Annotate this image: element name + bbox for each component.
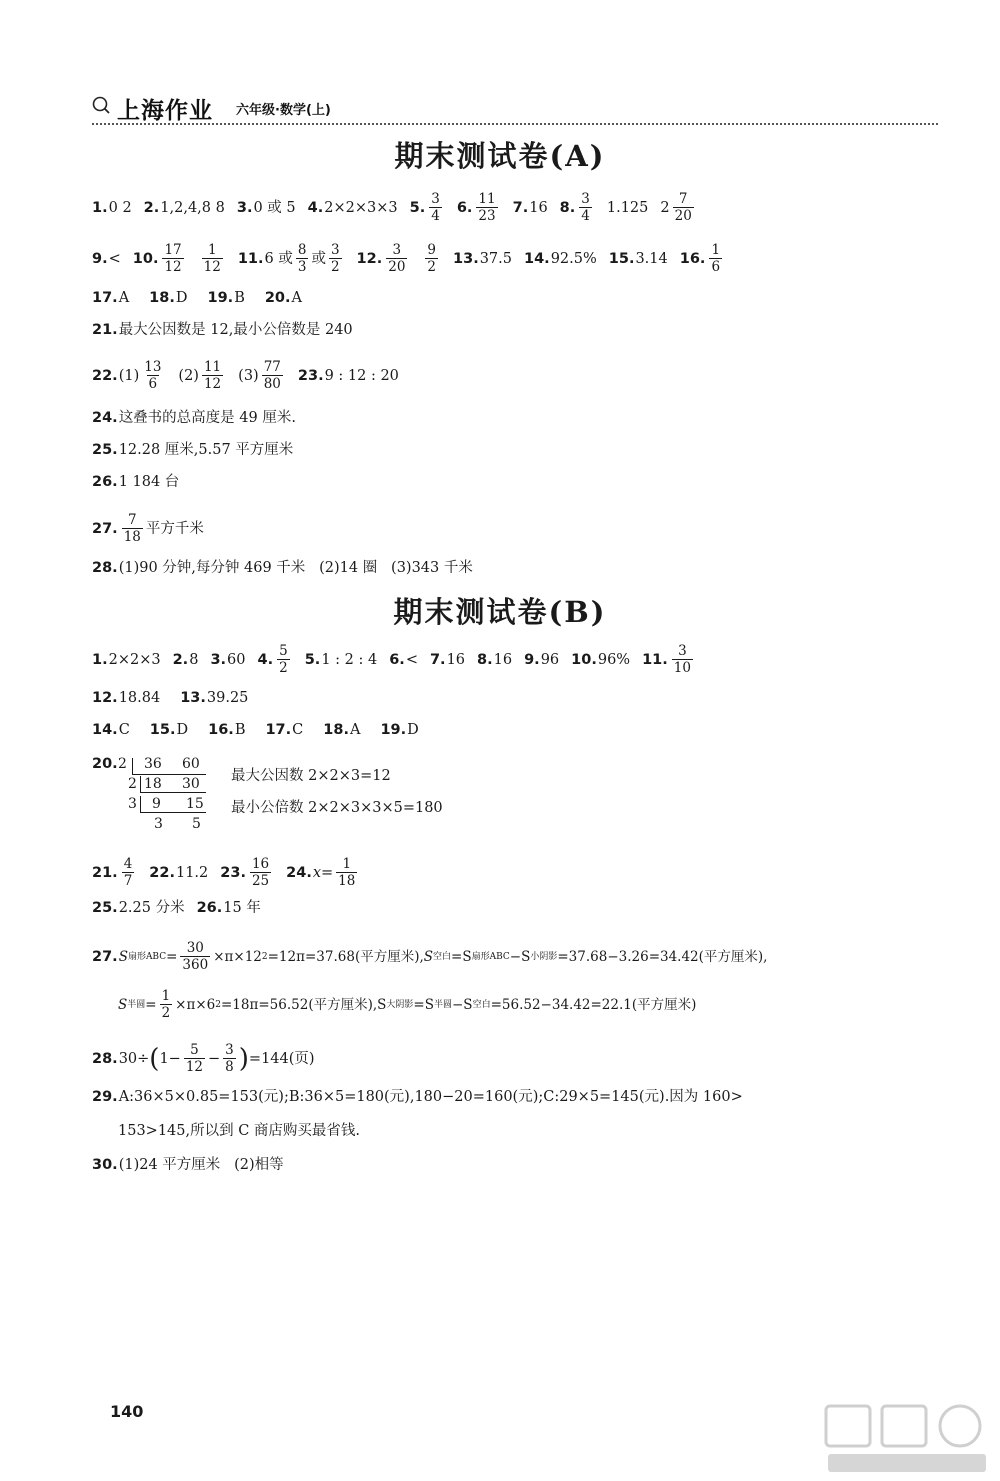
fraction: $\frac{3}{4}$ xyxy=(431,191,440,225)
q-num: 2. xyxy=(143,199,160,216)
q-num: 20. xyxy=(264,290,291,306)
answer: 0 2 xyxy=(108,199,132,216)
answer-line-a-24 xyxy=(92,408,296,428)
q-num: 13. xyxy=(453,250,479,267)
q-num: 17. xyxy=(92,290,118,306)
q-num: 14. xyxy=(524,250,550,267)
q-num: 14. xyxy=(92,722,118,738)
q-num: 20. xyxy=(92,756,118,772)
answer: 2×2×3 xyxy=(108,651,161,668)
answer: 11.2 xyxy=(175,864,209,881)
book-logo-icon xyxy=(92,96,110,114)
answer-line-b-30 xyxy=(92,1155,284,1175)
q-num: 23. xyxy=(297,367,324,384)
q-num: 26. xyxy=(92,474,118,490)
q-num: 24. xyxy=(92,410,118,426)
q-num: 16. xyxy=(679,250,706,267)
fraction: $\frac{1}{2}$ xyxy=(161,988,171,1022)
answer: 0 或 5 xyxy=(253,199,296,216)
answer: B xyxy=(234,722,246,738)
fraction: $\frac{1}{12}$ xyxy=(203,242,221,276)
fraction: $\frac{3}{4}$ xyxy=(581,191,590,225)
q-num: 25. xyxy=(92,442,118,458)
answer: 92.5% xyxy=(550,250,597,267)
q-num: 12. xyxy=(356,250,383,267)
q-num: 19. xyxy=(380,722,407,738)
q-num: 1. xyxy=(92,651,108,668)
fraction: $\frac{1}{6}$ xyxy=(711,242,721,276)
answer: 3.14 xyxy=(635,250,668,267)
q-num: 9. xyxy=(524,651,540,668)
q-num: 5. xyxy=(304,651,321,668)
answer: C xyxy=(118,722,130,738)
q-num: 17. xyxy=(265,722,292,738)
q-num: 15. xyxy=(608,250,635,267)
answer: 1 184 台 xyxy=(118,474,180,490)
fraction: $\frac{3}{2}$ xyxy=(330,242,340,276)
q-num: 13. xyxy=(180,690,206,706)
fraction: $\frac{11}{23}$ xyxy=(478,191,496,225)
q-num: 26. xyxy=(196,900,223,916)
q-num: 21. xyxy=(92,322,118,338)
q-num: 25. xyxy=(92,900,118,916)
answer: 96% xyxy=(597,651,631,668)
fraction: $\frac{7}{18}$ xyxy=(123,512,141,546)
q-num: 23. xyxy=(220,864,246,881)
q-num: 5. xyxy=(409,199,426,216)
answer: 16 xyxy=(493,651,513,668)
answer: 9 : 12 : 20 xyxy=(324,367,399,384)
grade-subject-label: 六年级·数学(上) xyxy=(236,103,331,118)
q-num: 3. xyxy=(236,199,253,216)
q-num: 10. xyxy=(132,250,159,267)
q-num: 27. xyxy=(92,520,118,537)
q-num: 9. xyxy=(92,250,108,267)
q-num: 11. xyxy=(237,250,264,267)
q-num: 22. xyxy=(149,864,175,881)
q-num: 12. xyxy=(92,690,118,706)
answer: 16 xyxy=(529,199,548,216)
fraction: $\frac{16}{25}$ xyxy=(251,856,270,890)
answer-line-b-27a: 27. S 扇形ABC = $\frac{30}{360}$ ×π×12 2 =12π=37.68(平方厘米), S 空白 =S 扇形ABC −S 小阴影 =37.68−3.26=34.42(平方厘米), xyxy=(92,940,768,974)
answer-line-a-26 xyxy=(92,472,179,492)
q-num: 4. xyxy=(307,199,324,216)
answer-line-b-29b xyxy=(118,1121,360,1141)
answer-line-a-27 xyxy=(92,513,204,544)
q-num: 19. xyxy=(207,290,234,306)
answer: C xyxy=(292,722,304,738)
q-num: 24. xyxy=(286,864,312,881)
answer: 39.25 xyxy=(206,690,249,706)
fraction: $\frac{13}{6}$ xyxy=(144,359,162,393)
q-num: 10. xyxy=(571,651,597,668)
answer-line-a-22: 22. (1) $\frac{13}{6}$ (2) $\frac{11}{12}$ (3) $\frac{77}{80}$ 23. 9 : 12 : 20 xyxy=(92,359,399,393)
answer: 这叠书的总高度是 49 厘米. xyxy=(118,410,296,426)
fraction: $\frac{8}{3}$ xyxy=(297,242,307,276)
answer: A xyxy=(291,290,303,306)
section-title-a: 期末测试卷(A) xyxy=(394,139,606,173)
answer: (1)24 平方厘米 (2)相等 xyxy=(118,1157,284,1173)
q-num: 16. xyxy=(208,722,234,738)
answer: 96 xyxy=(540,651,560,668)
q-num: 2. xyxy=(172,651,189,668)
q-num: 4. xyxy=(257,651,274,668)
answer-line-b-2 xyxy=(92,688,248,708)
answer: 153>145,所以到 C 商店购买最省钱. xyxy=(118,1123,361,1139)
answer: 或 xyxy=(311,250,326,267)
answer-line-b-27b: S 半圆 = $\frac{1}{2}$ ×π×6 2 =18π=56.52(平方厘米),S 大阴影 =S 半圆 −S 空白 =56.52−34.42=22.1(平方厘米) xyxy=(118,988,697,1022)
answer: 18.84 xyxy=(118,690,161,706)
answer: 15 年 xyxy=(223,900,261,916)
short-division-diagram: 20. 2 36 60 2 18 30 3 9 15 3 5 xyxy=(92,756,232,836)
answer-line-a-21 xyxy=(92,320,353,340)
q-num: 28. xyxy=(92,560,118,576)
fraction: $\frac{3}{20}$ xyxy=(388,242,406,276)
answer: D xyxy=(175,290,188,306)
answer: D xyxy=(407,722,419,738)
fraction: $\frac{3}{10}$ xyxy=(673,643,691,677)
fraction: $\frac{17}{12}$ xyxy=(164,242,182,276)
fraction: $\frac{5}{2}$ xyxy=(279,643,288,677)
q-num: 30. xyxy=(92,1157,118,1173)
answer-line-a-1 xyxy=(92,192,697,223)
q-num: 7. xyxy=(429,651,446,668)
q-num: 27. xyxy=(92,948,118,965)
answer-line-b-21 xyxy=(92,857,360,888)
answer: 平方千米 xyxy=(145,520,204,537)
fraction: $\frac{4}{7}$ xyxy=(123,856,133,890)
answer: 37.5 xyxy=(479,250,512,267)
answer: < xyxy=(108,250,121,267)
q-num: 7. xyxy=(512,199,529,216)
answer-line-a-3 xyxy=(92,288,302,308)
answer: 1 : 2 : 4 xyxy=(321,651,378,668)
fraction: $\frac{7}{20}$ xyxy=(674,191,692,225)
watermark-logo-icon xyxy=(820,1400,995,1478)
answer-line-b-29a xyxy=(92,1087,743,1107)
answer: D xyxy=(176,722,189,738)
q-num: 29. xyxy=(92,1089,118,1105)
answer: A xyxy=(349,722,361,738)
q-num: 28. xyxy=(92,1050,118,1067)
q-num: 8. xyxy=(477,651,493,668)
fraction: $\frac{1}{18}$ xyxy=(338,856,356,890)
answer-line-a-2 xyxy=(92,243,725,274)
answer: (1)90 分钟,每分钟 469 千米 (2)14 圈 (3)343 千米 xyxy=(118,560,473,576)
q-num: 22. xyxy=(92,367,118,384)
answer-line-b-25 xyxy=(92,898,261,918)
fraction: $\frac{77}{80}$ xyxy=(263,359,281,393)
answer: 6 或 xyxy=(264,250,293,267)
q-num: 11. xyxy=(642,651,668,668)
gcf-result: 最大公因数 2×2×3=12 xyxy=(231,768,391,784)
answer: x= xyxy=(312,864,334,881)
section-title-b: 期末测试卷(B) xyxy=(393,595,607,629)
q-num: 6. xyxy=(389,651,405,668)
answer-line-a-28 xyxy=(92,558,473,578)
answer: < xyxy=(405,651,418,668)
page-number: 140 xyxy=(110,1402,144,1421)
fraction: $\frac{5}{12}$ xyxy=(185,1042,204,1076)
answer: A:36×5×0.85=153(元);B:36×5=180(元),180−20=160(元);C:29×5=145(元).因为 160> xyxy=(118,1089,743,1105)
answer: B xyxy=(234,290,245,306)
fraction: $\frac{9}{2}$ xyxy=(427,242,437,276)
q-num: 1. xyxy=(92,199,108,216)
q-num: 8. xyxy=(559,199,576,216)
q-num: 18. xyxy=(149,290,175,306)
answer: 1,2,4,8 8 xyxy=(160,199,225,216)
fraction: $\frac{11}{12}$ xyxy=(203,359,222,393)
answer: 8 xyxy=(189,651,199,668)
answer: 2×2×3×3 xyxy=(324,199,398,216)
answer: 2 xyxy=(660,199,670,216)
fraction: $\frac{30}{360}$ xyxy=(182,940,209,974)
q-num: 3. xyxy=(210,651,227,668)
answer-line-b-3 xyxy=(92,720,419,740)
q-num: 6. xyxy=(456,199,473,216)
q-num: 18. xyxy=(323,722,349,738)
answer-line-a-25 xyxy=(92,440,293,460)
q-num: 15. xyxy=(149,722,176,738)
q-num: 21. xyxy=(92,864,118,881)
answer-line-b-1 xyxy=(92,644,696,675)
answer: 最大公因数是 12,最小公倍数是 240 xyxy=(118,322,353,338)
answer: 2.25 分米 xyxy=(118,900,185,916)
answer-line-b-28: 28. 30÷ ( 1− $\frac{5}{12}$ − $\frac{3}{8}$ ) =144(页) xyxy=(92,1042,315,1076)
brand-title: 上海作业 xyxy=(117,98,213,124)
fraction: $\frac{3}{8}$ xyxy=(225,1042,234,1076)
answer: A xyxy=(118,290,130,306)
answer: 1.125 xyxy=(606,199,649,216)
answer: 16 xyxy=(446,651,466,668)
answer: 60 xyxy=(227,651,246,668)
lcm-result: 最小公倍数 2×2×3×3×5=180 xyxy=(231,800,443,816)
header-divider xyxy=(92,123,938,125)
answer: 12.28 厘米,5.57 平方厘米 xyxy=(118,442,294,458)
